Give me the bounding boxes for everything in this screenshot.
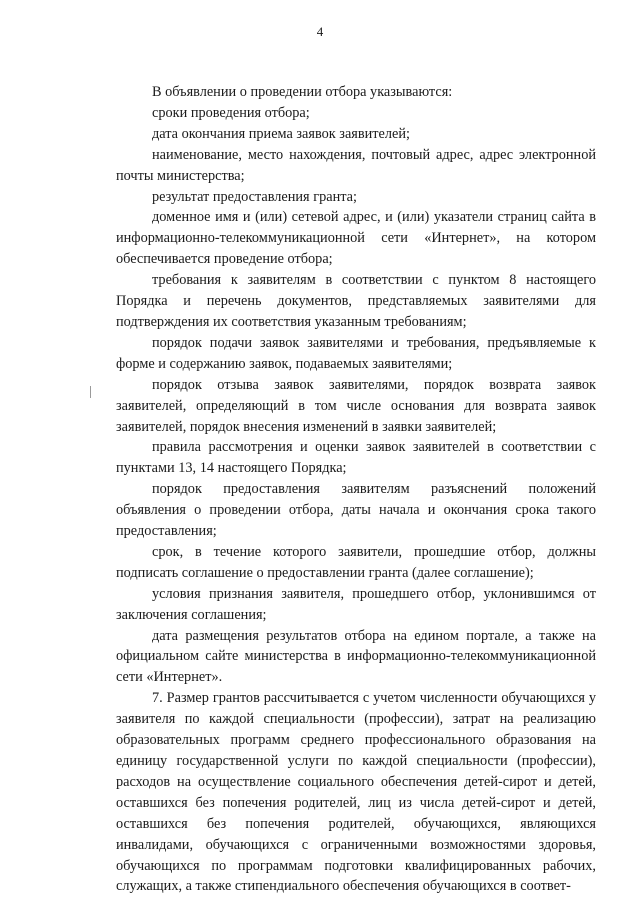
paragraph-item: условия признания заявителя, прошедшего отбор, уклонившимся от заключения соглашения; [116,585,596,623]
paragraph-item: наименование, место нахождения, почтовый адрес, адрес электронной почты министерства; [116,146,596,184]
paragraph-item: порядок отзыва заявок заявителями, порядок возврата заявок заявителей, определяющий в том числе основания для возврата заявок заявителей, порядок внесения изменений в заявки заявителей; [116,376,596,435]
paragraph-item: порядок подачи заявок заявителями и требования, предъявляемые к форме и содержанию заявок, подаваемых заявителями; [116,334,596,372]
document-body [116,82,596,897]
paragraph-item: доменное имя и (или) сетевой адрес, и (или) указатели страниц сайта в информационно-телекоммуникационной сети «Интернет», на котором обеспечивается проведение отбора; [116,209,596,268]
paragraph-item: сроки проведения отбора; [152,104,310,121]
paragraph-item: порядок предоставления заявителям разъяснений положений объявления о проведении отбора, даты начала и окончания срока такого предоставления; [116,481,596,540]
paragraph-item: результат предоставления гранта; [152,188,357,205]
paragraph-item: дата окончания приема заявок заявителей; [152,125,410,142]
paragraph-section-7: 7. Размер грантов рассчитывается с учетом численности обучающихся у заявителя по каждой специальности (профессии), затрат на реализацию образовательных программ среднего профессионального образования на единицу государственной услуги по каждой специальности (профессии), расходов на осуществление социального обеспечения детей-сирот и детей, оставшихся без попечения родителей, лиц из числа детей-сирот и детей, оставшихся без попечения родителей, обучающихся, являющихся инвалидами, обучающихся с ограниченными возможностями здоровья, обучающихся по программам подготовки квалифицированных рабочих, служащих, а также стипендиального обеспечения обучающихся в соответ- [116,690,596,895]
page-number: 4 [316,24,324,39]
paragraph-item: срок, в течение которого заявители, прошедшие отбор, должны подписать соглашение о предоставлении гранта (далее соглашение); [116,543,596,581]
paragraph-item: требования к заявителям в соответствии с пунктом 8 настоящего Порядка и перечень документов, представляемых заявителями для подтверждения их соответствия указанным требованиям; [116,272,596,330]
margin-mark [90,386,91,398]
paragraph-intro: В объявлении о проведении отбора указываются: [152,84,453,100]
paragraph-item: правила рассмотрения и оценки заявок заявителей в соответствии с пунктами 13, 14 настоящего Порядка; [116,439,596,477]
paragraph-item: дата размещения результатов отбора на едином портале, а также на официальном сайте министерства в информационно-телекоммуникационной сети «Интернет». [116,627,596,686]
